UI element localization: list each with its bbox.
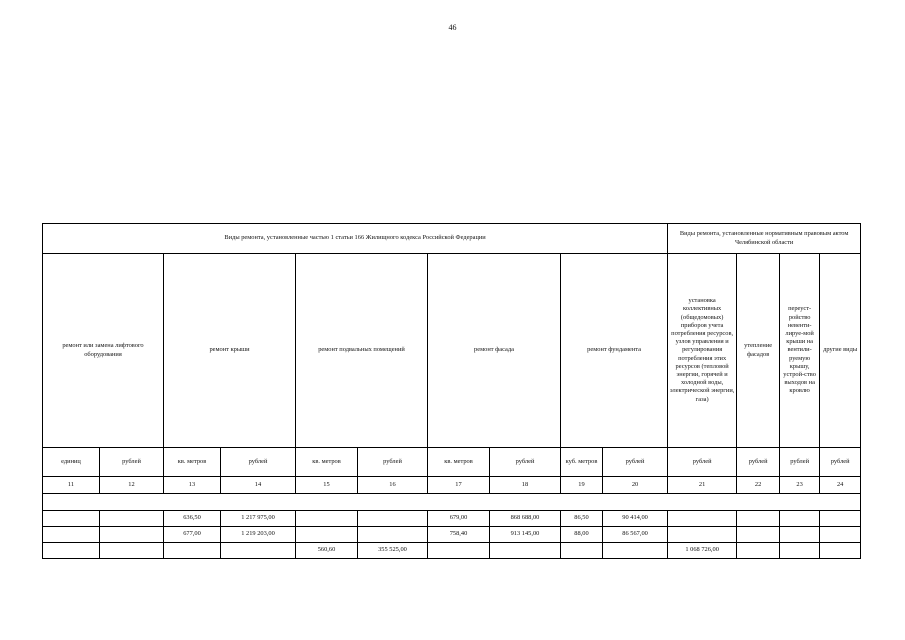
table-row bbox=[43, 543, 861, 559]
data-cell: 560,60 bbox=[296, 543, 358, 559]
data-cell: 1 219 203,00 bbox=[221, 527, 296, 543]
unit-cell: рублей bbox=[100, 448, 164, 477]
unit-cell: кв. метров bbox=[296, 448, 358, 477]
category-header-row bbox=[43, 254, 861, 448]
data-cell bbox=[603, 543, 668, 559]
facade-repair-header: ремонт фасада bbox=[428, 254, 561, 448]
data-cell bbox=[561, 543, 603, 559]
data-cell bbox=[668, 511, 737, 527]
column-number: 21 bbox=[668, 477, 737, 494]
column-number: 20 bbox=[603, 477, 668, 494]
column-number: 16 bbox=[358, 477, 428, 494]
data-cell: 636,50 bbox=[164, 511, 221, 527]
unit-cell: рублей bbox=[668, 448, 737, 477]
regional-repair-types-header: Виды ремонта, установленные нормативным правовым актом Челябинской области bbox=[668, 224, 861, 254]
unit-cell: рублей bbox=[490, 448, 561, 477]
data-cell bbox=[221, 543, 296, 559]
federal-repair-types-header: Виды ремонта, установленные частью 1 статьи 166 Жилищного кодекса Российской Федерации bbox=[43, 224, 668, 254]
table-row bbox=[43, 511, 861, 527]
unit-cell: куб. метров bbox=[561, 448, 603, 477]
data-cell bbox=[43, 527, 100, 543]
other-types-header: другие виды bbox=[820, 254, 861, 448]
facade-insulation-header: утепление фасадов bbox=[737, 254, 780, 448]
data-cell bbox=[296, 527, 358, 543]
data-cell bbox=[490, 543, 561, 559]
column-number: 13 bbox=[164, 477, 221, 494]
data-cell: 913 145,00 bbox=[490, 527, 561, 543]
page-number: 46 bbox=[448, 23, 457, 32]
unit-cell: рублей bbox=[737, 448, 780, 477]
data-cell: 679,00 bbox=[428, 511, 490, 527]
data-cell bbox=[100, 543, 164, 559]
data-cell: 88,00 bbox=[561, 527, 603, 543]
empty-spacer-row bbox=[43, 494, 861, 511]
data-cell bbox=[820, 543, 861, 559]
data-cell bbox=[164, 543, 221, 559]
data-cell: 86,50 bbox=[561, 511, 603, 527]
column-number: 11 bbox=[43, 477, 100, 494]
data-cell bbox=[737, 527, 780, 543]
data-cell bbox=[100, 527, 164, 543]
unit-cell: рублей bbox=[820, 448, 861, 477]
data-cell: 868 688,00 bbox=[490, 511, 561, 527]
data-cell bbox=[428, 543, 490, 559]
data-cell bbox=[668, 527, 737, 543]
unit-cell: рублей bbox=[603, 448, 668, 477]
meters-installation-header: установка коллективных (общедомовых) приборов учета потребления ресурсов, узлов управления и регулирования потребления этих ресурсов (тепловой энергии, горячей и холодной воды, электрической энергии, газа) bbox=[668, 254, 737, 448]
data-cell bbox=[358, 527, 428, 543]
column-number: 14 bbox=[221, 477, 296, 494]
data-cell: 355 525,00 bbox=[358, 543, 428, 559]
data-cell bbox=[780, 511, 820, 527]
data-cell: 677,00 bbox=[164, 527, 221, 543]
data-cell bbox=[100, 511, 164, 527]
data-cell: 1 068 726,00 bbox=[668, 543, 737, 559]
unit-cell: единиц bbox=[43, 448, 100, 477]
units-row bbox=[43, 448, 861, 477]
repair-types-table bbox=[42, 223, 861, 559]
column-number: 19 bbox=[561, 477, 603, 494]
column-number: 17 bbox=[428, 477, 490, 494]
data-cell: 86 567,00 bbox=[603, 527, 668, 543]
table-row bbox=[43, 527, 861, 543]
unit-cell: кв. метров bbox=[164, 448, 221, 477]
elevator-repair-header: ремонт или замена лифтового оборудования bbox=[43, 254, 164, 448]
data-cell bbox=[780, 527, 820, 543]
column-number: 15 bbox=[296, 477, 358, 494]
unit-cell: рублей bbox=[221, 448, 296, 477]
column-number-row bbox=[43, 477, 861, 494]
roof-repair-header: ремонт крыши bbox=[164, 254, 296, 448]
column-number: 12 bbox=[100, 477, 164, 494]
group-header-row bbox=[43, 224, 861, 254]
data-cell bbox=[737, 543, 780, 559]
unit-cell: рублей bbox=[780, 448, 820, 477]
data-cell bbox=[820, 511, 861, 527]
data-cell: 758,40 bbox=[428, 527, 490, 543]
data-cell bbox=[820, 527, 861, 543]
column-number: 18 bbox=[490, 477, 561, 494]
column-number: 24 bbox=[820, 477, 861, 494]
foundation-repair-header: ремонт фундамента bbox=[561, 254, 668, 448]
empty-cell bbox=[43, 494, 861, 511]
data-cell bbox=[358, 511, 428, 527]
column-number: 23 bbox=[780, 477, 820, 494]
data-cell: 90 414,00 bbox=[603, 511, 668, 527]
data-cell bbox=[296, 511, 358, 527]
column-number: 22 bbox=[737, 477, 780, 494]
data-cell bbox=[780, 543, 820, 559]
unit-cell: рублей bbox=[358, 448, 428, 477]
roof-rebuild-header: переуст-ройство невенти-лируе-мой крыши на вентили-руемую крышу, устрой-ство выходов на кровлю bbox=[780, 254, 820, 448]
basement-repair-header: ремонт подвальных помещений bbox=[296, 254, 428, 448]
unit-cell: кв. метров bbox=[428, 448, 490, 477]
data-cell bbox=[737, 511, 780, 527]
data-cell bbox=[43, 511, 100, 527]
data-cell: 1 217 975,00 bbox=[221, 511, 296, 527]
data-cell bbox=[43, 543, 100, 559]
